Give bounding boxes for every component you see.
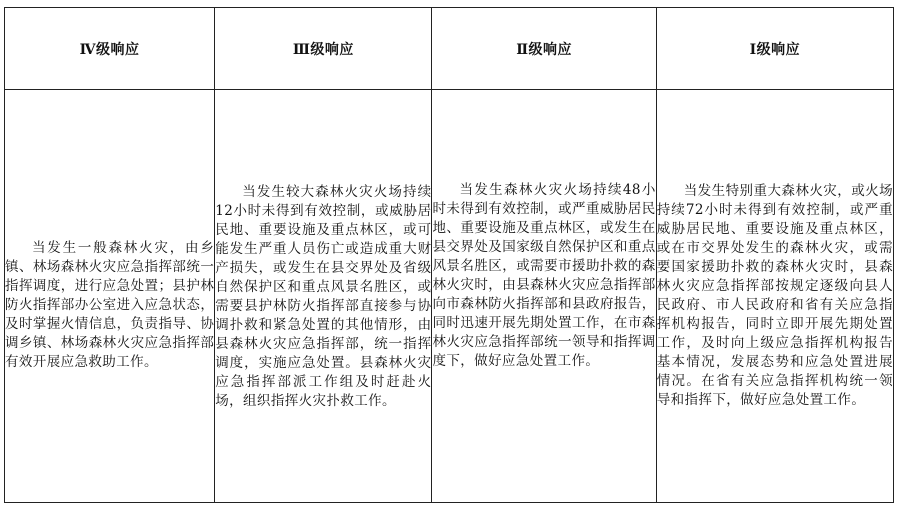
header-level-4: Ⅳ级响应 <box>5 8 215 90</box>
cell-level-4-text: 当发生一般森林火灾，由乡镇、林场森林火灾应急指挥部统一指挥调度，进行应急处置；县护林防火指挥部办公室进入应急状态，及时掌握火情信息，负责指导、协调乡镇、林场森林火灾应急指挥部有效开展应急救助工作。 <box>5 239 215 370</box>
header-row <box>5 8 894 90</box>
cell-level-4-description <box>5 90 215 503</box>
cell-level-2-text: 当发生森林火灾火场持续48小时未得到有效控制，或严重威胁居民地、重要设施及重点林区，或发生在县交界处及国家级自然保护区和重点风景名胜区，或需要市援助扑救的森林火灾时，由县森林火灾应急指挥部向市森林防火指挥部和县政府报告，同时迅速开展先期处置工作，在市森林火灾应急指挥部统一领导和指挥调度下，做好应急处置工作。 <box>432 182 656 370</box>
cell-level-1-description <box>656 90 893 503</box>
header-level-2: Ⅱ级响应 <box>432 8 656 90</box>
cell-level-3-text: 当发生较大森林火灾火场持续12小时未得到有效控制，或威胁居民地、重要设施及重点林区，或可能发生严重人员伤亡或造成重大财产损失，或发生在县交界处及省级自然保护区和重点风景名胜区，或需要县护林防火指挥部直接参与协调扑救和紧急处置的其他情形，由县森林火灾应急指挥部，统一指挥调度，实施应急处置。县森林火灾应急指挥部派工作组及时赶赴火场，组织指挥火灾扑救工作。 <box>215 184 432 410</box>
header-level-3: Ⅲ级响应 <box>215 8 432 90</box>
header-level-1: Ⅰ级响应 <box>656 8 893 90</box>
cell-level-2-description <box>432 90 656 503</box>
cell-level-1-text: 当发生特别重大森林火灾，或火场持续72小时未得到有效控制，或严重威胁居民地、重要设施及重点林区，或在市交界处发生的森林火灾，或需要国家援助扑救的森林火灾时，县森林火灾应急指挥部按规定逐级向县人民政府、市人民政府和省有关应急指挥机构报告，同时立即开展先期处置工作，及时向上级应急指挥机构报告基本情况，发展态势和应急处置进展情况。在省有关应急指挥机构统一领导和指挥下，做好应急处置工作。 <box>656 183 893 409</box>
cell-level-3-description <box>215 90 432 503</box>
content-row <box>5 90 894 503</box>
response-level-table <box>4 7 894 503</box>
